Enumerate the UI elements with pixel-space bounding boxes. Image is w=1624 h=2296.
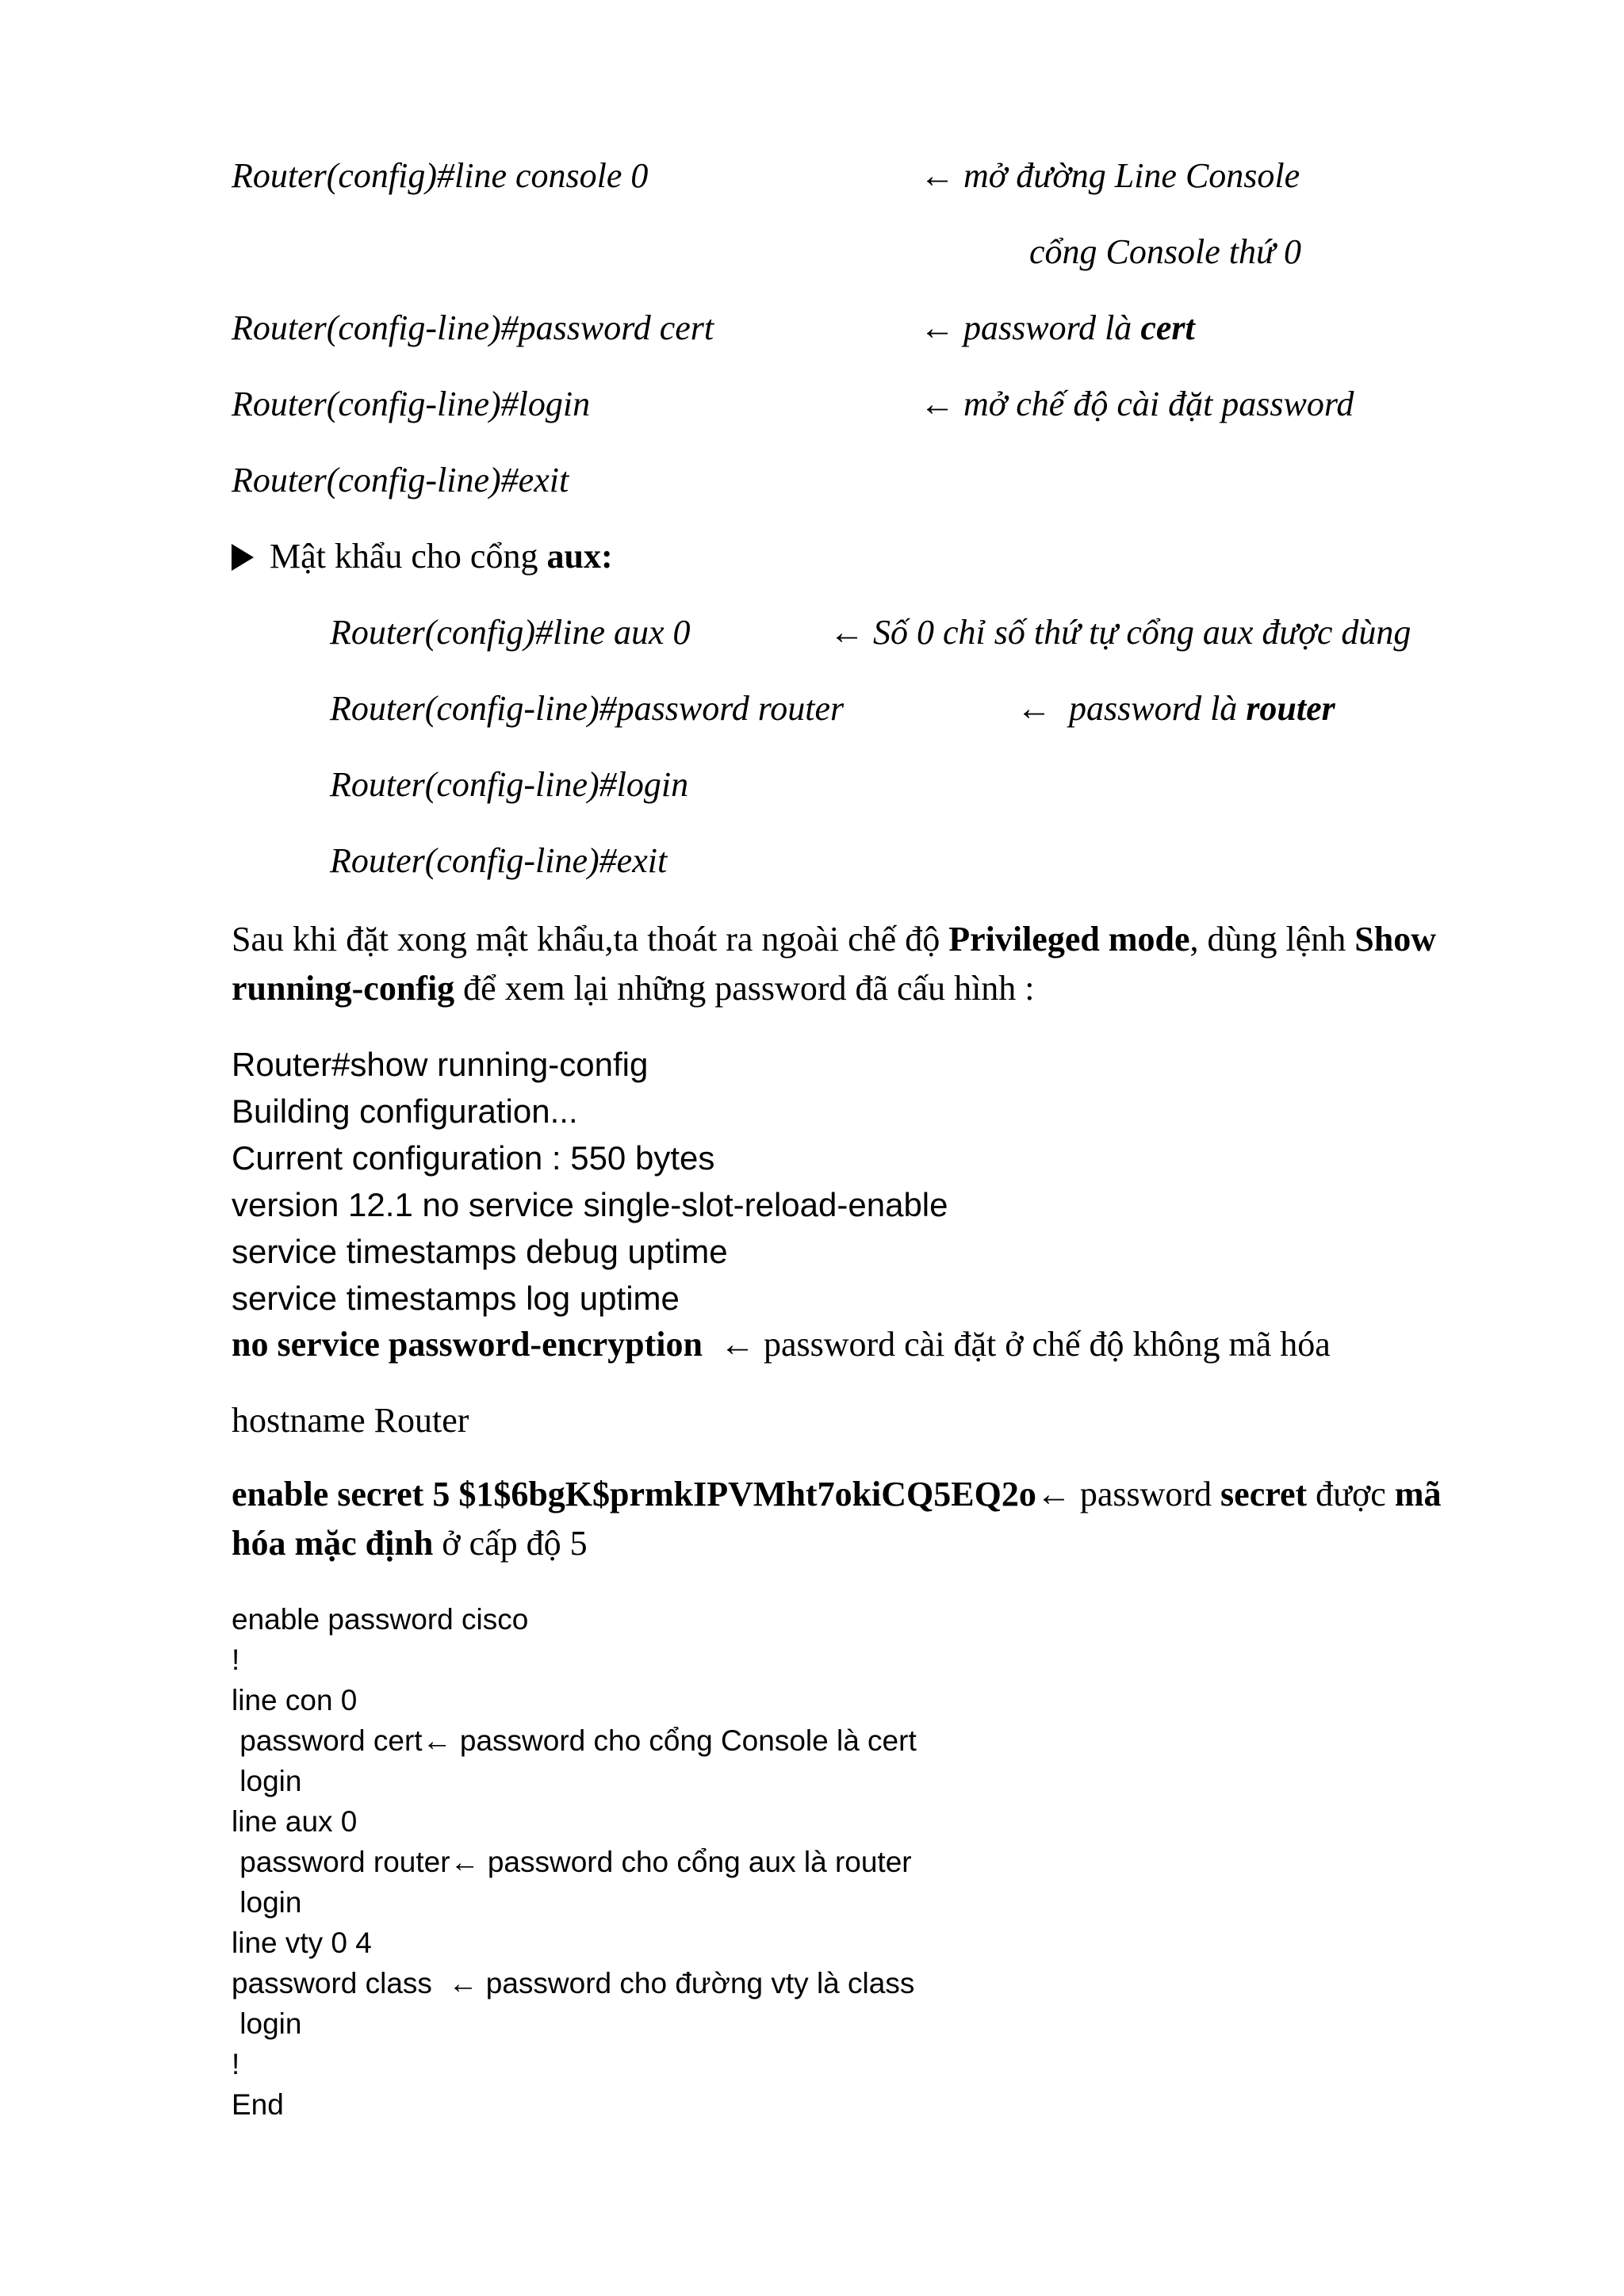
intro-paragraph	[232, 915, 1469, 1013]
bullet-triangle-icon	[232, 544, 254, 571]
note-line-console: ← mở đường Line Console	[920, 156, 1300, 195]
rc-secret-note1: ← password	[1036, 1475, 1221, 1513]
cfg-line: enable password cisco	[232, 1603, 529, 1636]
cmd-aux-exit: Router(config-line)#exit	[330, 841, 668, 880]
cfg-line: login	[232, 1886, 302, 1919]
cmd-line-aux: Router(config)#line aux 0	[330, 613, 691, 652]
note-aux-password	[1017, 691, 1335, 726]
rc-encryption-bold: no service password-encryption	[232, 1325, 703, 1364]
rc-line-2: Building configuration...	[232, 1093, 578, 1130]
cmd-aux-password: Router(config-line)#password router	[330, 689, 845, 728]
aux-heading-bold: aux:	[546, 537, 613, 576]
rc-secret-bold: enable secret 5 $1$6bgK$prmkIPVMht7okiCQ5EQ2o	[232, 1475, 1036, 1513]
note-console-password	[920, 308, 1195, 347]
note-aux-password-prefix: ← password là	[1017, 689, 1247, 728]
rc-encryption-line	[232, 1327, 1331, 1362]
aux-heading	[232, 539, 613, 574]
intro-part2: , dùng lệnh	[1189, 920, 1355, 959]
cfg-line: login	[232, 1765, 302, 1797]
cmd-console-login: Router(config-line)#login	[232, 385, 591, 423]
cfg-line: End	[232, 2088, 284, 2121]
cfg-line: line vty 0 4	[232, 1927, 372, 1959]
cfg-line: password class ← password cho đường vty là class	[232, 1967, 915, 1999]
cfg-line: login	[232, 2007, 302, 2040]
note-aux-password-value: router	[1246, 689, 1335, 728]
rc-hostname: hostname Router	[232, 1401, 469, 1440]
rc-line-1: Router#show running-config	[232, 1046, 649, 1083]
note-console-password-prefix: ← password là	[920, 308, 1141, 347]
note-line-console-2: cổng Console thứ 0	[1029, 232, 1301, 271]
intro-part3: để xem lại những password đã cấu hình :	[454, 969, 1035, 1008]
rc-secret-note-bold1: secret	[1220, 1475, 1308, 1513]
rc-secret-paragraph	[232, 1470, 1469, 1568]
rc-encryption-note: ← password cài đặt ở chế độ không mã hóa	[702, 1325, 1331, 1364]
cfg-line: line aux 0	[232, 1805, 358, 1838]
intro-bold-show: Show running-config	[232, 920, 1436, 1008]
rc-line-6: service timestamps log uptime	[232, 1280, 680, 1317]
cmd-console-exit: Router(config-line)#exit	[232, 461, 569, 499]
rc-line-3: Current configuration : 550 bytes	[232, 1139, 715, 1177]
cfg-line: !	[232, 1644, 240, 1676]
note-console-login: ← mở chế độ cài đặt password	[920, 385, 1354, 423]
cmd-line-console: Router(config)#line console 0	[232, 156, 649, 195]
cfg-line: line con 0	[232, 1684, 358, 1716]
rc-line-5: service timestamps debug uptime	[232, 1233, 728, 1270]
aux-heading-prefix: Mật khẩu cho cổng	[270, 537, 547, 576]
cfg-line: password router← password cho cổng aux là router	[232, 1846, 912, 1878]
rc-secret-note3: ở cấp độ 5	[433, 1524, 588, 1563]
rc-secret-note-bold2: mã hóa mặc định	[232, 1475, 1442, 1563]
cfg-line: !	[232, 2048, 240, 2080]
intro-part1: Sau khi đặt xong mật khẩu,ta thoát ra ngoài chế độ	[232, 920, 949, 959]
note-line-aux: ← Số 0 chỉ số thứ tự cổng aux được dùng	[829, 613, 1411, 652]
cmd-console-password: Router(config-line)#password cert	[232, 308, 714, 347]
intro-bold-privileged: Privileged mode	[948, 920, 1190, 959]
rc-secret-note2: được	[1307, 1475, 1395, 1513]
cmd-aux-login: Router(config-line)#login	[330, 765, 689, 804]
rc-line-4: version 12.1 no service single-slot-reload-enable	[232, 1186, 948, 1223]
note-console-password-value: cert	[1140, 308, 1195, 347]
cfg-line: password cert← password cho cổng Console là cert	[232, 1724, 917, 1757]
